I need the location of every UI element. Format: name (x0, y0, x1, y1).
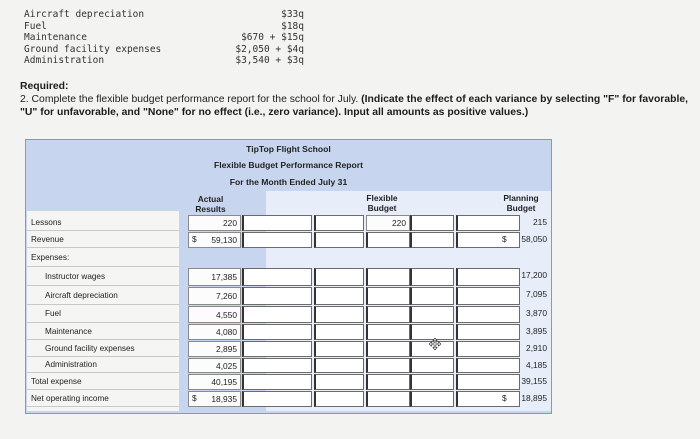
required-title: Required: (20, 81, 69, 92)
planning-cell: 7,095 (526, 289, 547, 299)
variance-input-4[interactable] (410, 358, 454, 373)
actual-cell: 18,935 (188, 391, 241, 407)
col-planning-header: Planning Budget (503, 193, 539, 213)
variance-input-1[interactable] (242, 341, 312, 357)
variance-input-3[interactable] (366, 374, 410, 390)
variance-input-1[interactable] (242, 306, 312, 323)
planning-cell: 17,200 (521, 270, 547, 280)
formula-label: Fuel (24, 20, 47, 32)
report-period: For the Month Ended July 31 (229, 177, 348, 187)
variance-input-1[interactable] (242, 324, 312, 340)
move-cursor-icon (429, 338, 441, 350)
variance-input-3[interactable] (366, 341, 410, 357)
variance-input-4[interactable] (410, 268, 454, 286)
row-label: Instructor wages (27, 267, 179, 286)
variance-input-2[interactable] (314, 374, 364, 390)
actual-cell: 59,130 (188, 232, 241, 248)
planning-cell: 3,870 (526, 308, 547, 318)
required-instructions-text: (Indicate the effect of each variance by selecting "F" for favorable, "U" for unfavorable, and "None" for no effect (i.e., zero variance). Input all amounts as positive values.) (20, 94, 689, 118)
variance-input-2[interactable] (314, 341, 364, 357)
performance-report-table (25, 139, 552, 414)
formula-value: $670 + $15q (241, 32, 304, 44)
dollar-sign: $ (192, 393, 197, 403)
actual-cell: 4,080 (188, 324, 241, 340)
actual-cell: 220 (188, 215, 241, 231)
planning-cell: 58,050 (521, 234, 547, 244)
planning-cell: 215 (533, 217, 547, 227)
formula-value: $3,540 + $3q (235, 55, 304, 67)
variance-input-3[interactable] (366, 391, 410, 407)
variance-input-3[interactable] (366, 287, 410, 305)
row-label: Lessons (27, 214, 179, 231)
actual-cell: 17,385 (188, 268, 241, 286)
formula-value: $2,050 + $4q (235, 43, 304, 55)
row-label: Fuel (27, 305, 179, 323)
actual-cell: 7,260 (188, 287, 241, 305)
variance-input-2[interactable] (314, 358, 364, 373)
variance-input-4[interactable] (410, 391, 454, 407)
row-label: Revenue (27, 231, 179, 248)
variance-input-1[interactable] (242, 374, 312, 390)
formula-label: Aircraft depreciation (24, 9, 145, 20)
variance-input-2[interactable] (314, 324, 364, 340)
formula-value: $18q (281, 20, 304, 32)
formula-label: Administration (24, 55, 105, 67)
variance-input-1[interactable] (242, 358, 312, 373)
variance-input-1[interactable] (242, 268, 312, 286)
variance-input-3[interactable] (366, 358, 410, 373)
planning-cell: 2,910 (526, 343, 547, 353)
required-text: 2. Complete the flexible budget performance report for the school for July. (20, 94, 359, 105)
actual-cell: 2,895 (188, 341, 241, 357)
row-label: Ground facility expenses (27, 340, 179, 357)
formula-label: Maintenance (24, 32, 87, 44)
row-label: Total expense (27, 373, 179, 390)
variance-input-2[interactable] (314, 232, 364, 248)
variance-input-2[interactable] (314, 306, 364, 323)
planning-cell: 18,895 (521, 393, 547, 403)
formula-value: $33q (281, 9, 304, 20)
variance-input-3[interactable] (366, 232, 410, 248)
col-flexible-header: Flexible Budget (366, 193, 398, 213)
variance-input-2[interactable] (314, 268, 364, 286)
variance-input-1[interactable] (242, 391, 312, 407)
col-actual-header: Actual Results (195, 194, 226, 214)
flexible-lessons-cell: 220 (366, 215, 410, 231)
required-instructions (20, 80, 692, 119)
row-label: Net operating income (27, 390, 179, 407)
variance-input-4[interactable] (410, 306, 454, 323)
actual-cell: 4,025 (188, 358, 241, 373)
planning-cell: 39,155 (521, 376, 547, 386)
dollar-sign: $ (502, 234, 507, 244)
variance-input-1[interactable] (242, 232, 312, 248)
actual-cell: 40,195 (188, 374, 241, 390)
planning-cell: 4,185 (526, 360, 547, 370)
variance-input-3[interactable] (366, 324, 410, 340)
variance-input-1[interactable] (242, 287, 312, 305)
row-label: Maintenance (27, 323, 179, 340)
variance-input-1[interactable] (242, 215, 312, 231)
formula-label: Ground facility expenses (24, 43, 162, 55)
variance-input-2[interactable] (314, 391, 364, 407)
company-name: TipTop Flight School (246, 144, 331, 154)
row-label: Administration (27, 357, 179, 373)
planning-cell: 3,895 (526, 326, 547, 336)
variance-input-4[interactable] (410, 215, 454, 231)
variance-input-4[interactable] (410, 232, 454, 248)
variance-input-2[interactable] (314, 287, 364, 305)
dollar-sign: $ (502, 393, 507, 403)
variance-input-4[interactable] (410, 374, 454, 390)
variance-input-3[interactable] (366, 268, 410, 286)
actual-cell: 4,550 (188, 306, 241, 323)
variance-input-3[interactable] (366, 306, 410, 323)
report-title: Flexible Budget Performance Report (214, 160, 363, 170)
dollar-sign: $ (192, 234, 197, 244)
variance-input-4[interactable] (410, 287, 454, 305)
variance-input-2[interactable] (314, 215, 364, 231)
row-label: Aircraft depreciation (27, 286, 179, 305)
row-label: Expenses: (27, 248, 179, 267)
